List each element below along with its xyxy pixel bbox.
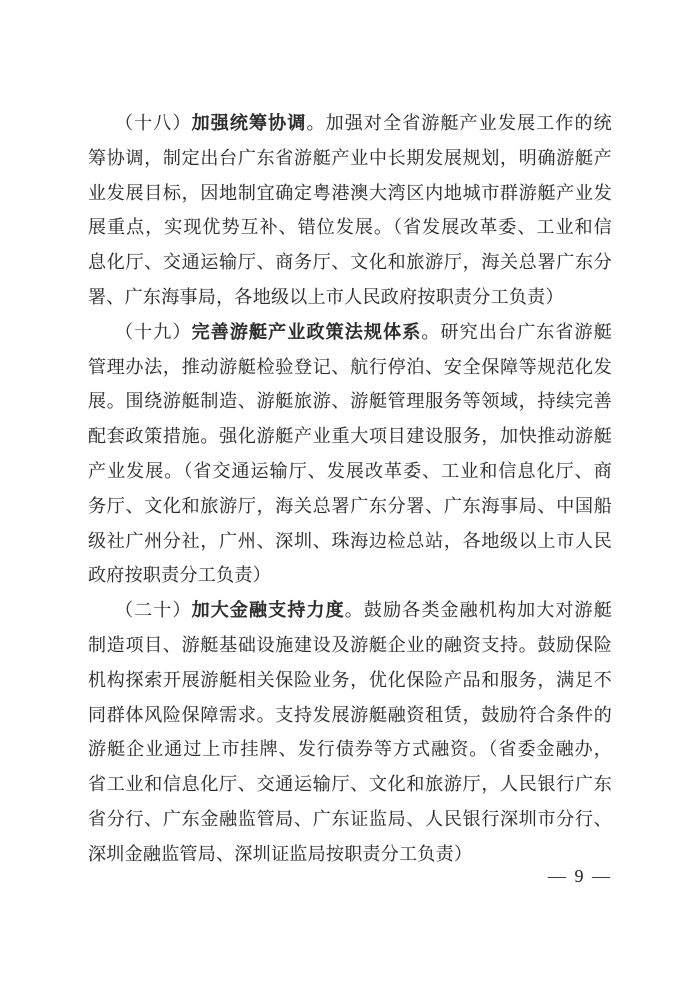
document-line [88, 663, 612, 698]
text-segment: （十八） [115, 113, 192, 133]
text-segment: 展重点，实现优势互补、错位发展。（省发展改革委、工业和信 [88, 217, 612, 238]
document-line [88, 454, 612, 489]
document-line [88, 350, 612, 385]
document-line [88, 210, 612, 245]
document-content [88, 106, 612, 872]
text-segment: 展。围绕游艇制造、游艇旅游、游艇管理服务等领域，持续完善 [88, 391, 612, 412]
document-line [88, 419, 612, 454]
text-segment: 管理办法，推动游艇检验登记、航行停泊、安全保障等规范化发 [88, 356, 612, 377]
document-line [88, 628, 612, 663]
text-segment: 游艇企业通过上市挂牌、发行债券等方式融资。（省委金融办， [88, 739, 612, 760]
document-line [88, 245, 612, 280]
paragraph-heading: 完善游艇产业政策法规体系 [191, 321, 422, 342]
text-segment: 。加强对全省游艇产业发展工作的统 [306, 113, 612, 133]
text-segment: （十九） [115, 321, 192, 342]
text-segment: 产业发展。（省交通运输厅、发展改革委、工业和信息化厅、商 [88, 460, 612, 481]
document-line [88, 767, 612, 802]
paragraph-heading: 加强统筹协调 [191, 113, 307, 133]
text-segment: 务厅、文化和旅游厅，海关总署广东分署、广东海事局、中国船 [88, 495, 612, 516]
text-segment: （二十） [115, 600, 192, 621]
text-segment: 机构探索开展游艇相关保险业务，优化保险产品和服务，满足不 [88, 669, 612, 690]
paragraph-heading: 加大金融支持力度 [191, 600, 345, 621]
text-segment: 。研究出台广东省游艇 [421, 321, 613, 342]
document-line [88, 106, 612, 141]
text-segment: 署、广东海事局，各地级以上市人民政府按职责分工负责） [88, 286, 564, 307]
text-segment: 业发展目标，因地制宜确定粤港澳大湾区内地城市群游艇产业发 [88, 182, 612, 203]
document-line [88, 802, 612, 837]
document-line [88, 176, 612, 211]
text-segment: 制造项目、游艇基础设施建设及游艇企业的融资支持。鼓励保险 [88, 634, 612, 655]
text-segment: 息化厅、交通运输厅、商务厅、文化和旅游厅，海关总署广东分 [88, 252, 612, 273]
document-line [88, 524, 612, 559]
text-segment: 配套政策措施。强化游艇产业重大项目建设服务，加快推动游艇 [88, 426, 612, 447]
text-segment: 。鼓励各类金融机构加大对游艇 [344, 600, 612, 621]
document-line [88, 732, 612, 767]
text-segment: 深圳金融监管局、深圳证监局按职责分工负责） [88, 843, 473, 864]
text-segment: 同群体风险保障需求。支持发展游艇融资租赁，鼓励符合条件的 [88, 704, 612, 725]
text-segment: 省工业和信息化厅、交通运输厅、文化和旅游厅，人民银行广东 [88, 774, 612, 795]
document-line [88, 698, 612, 733]
page-number: — 9 — [548, 866, 612, 886]
text-segment: 政府按职责分工负责） [88, 565, 271, 586]
document-line [88, 837, 612, 872]
text-segment: 筹协调，制定出台广东省游艇产业中长期发展规划，明确游艇产 [88, 147, 612, 168]
document-line [88, 384, 612, 419]
document-line [88, 558, 612, 593]
text-segment: 级社广州分社，广州、深圳、珠海边检总站，各地级以上市人民 [88, 530, 612, 551]
document-line [88, 315, 612, 350]
document-line [88, 280, 612, 315]
document-line [88, 141, 612, 176]
document-line [88, 489, 612, 524]
text-segment: 省分行、广东金融监管局、广东证监局、人民银行深圳市分行、 [88, 808, 612, 829]
document-line [88, 593, 612, 628]
